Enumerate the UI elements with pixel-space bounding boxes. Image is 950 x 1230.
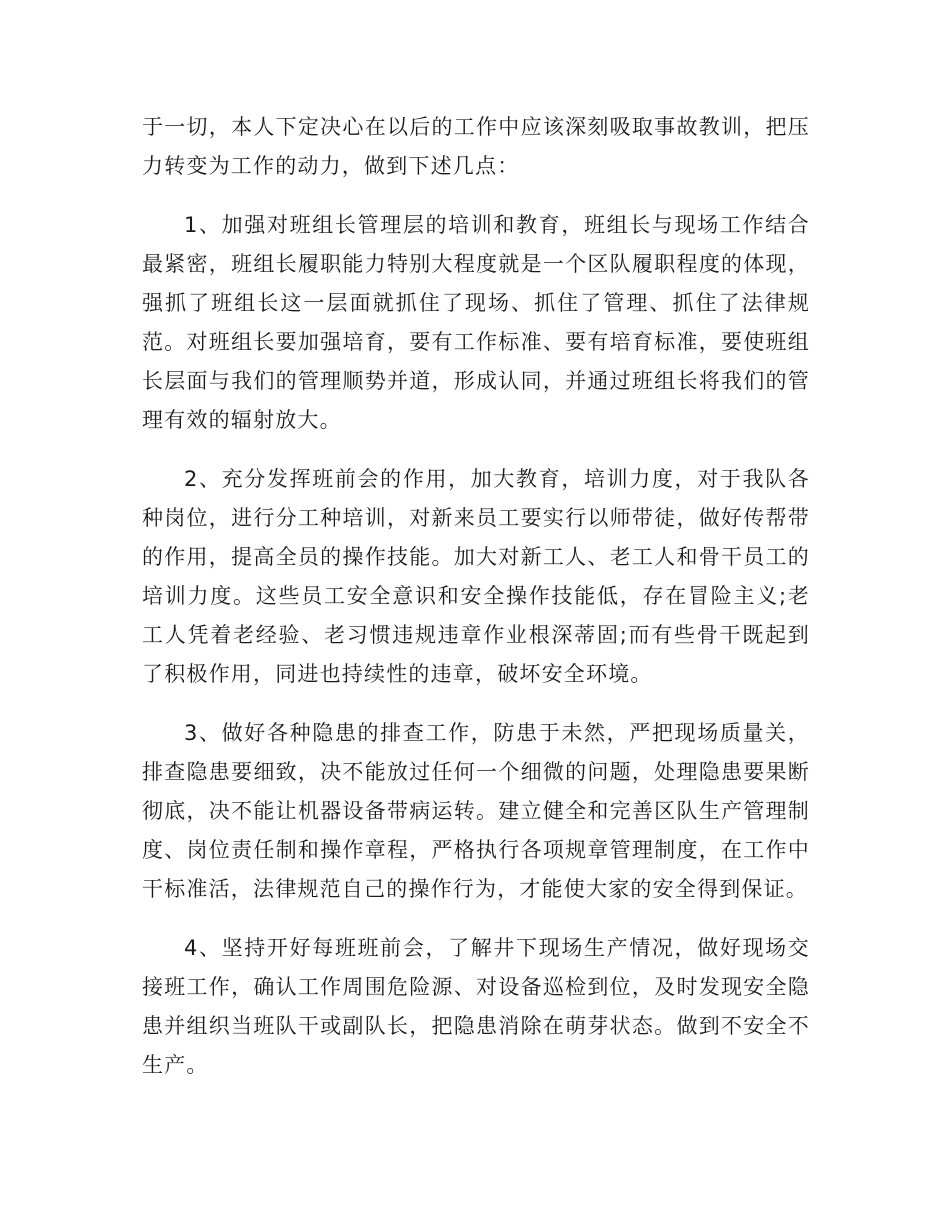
document-body [142,108,810,1105]
paragraph-intro: 于一切，本人下定决心在以后的工作中应该深刻吸取事故教训，把压力转变为工作的动力，做到下述几点： [142,115,810,178]
paragraph-item-1: 1、加强对班组长管理层的培训和教育，班组长与现场工作结合最紧密，班组长履职能力特别大程度就是一个区队履职程度的体现，强抓了班组长这一层面就抓住了现场、抓住了管理、抓住了法律规范。对班组长要加强培育，要有工作标准、要有培育标准，要使班组长层面与我们的管理顺势并道，形成认同，并通过班组长将我们的管理有效的辐射放大。 [142,213,810,432]
paragraph-item-4: 4、坚持开好每班班前会，了解井下现场生产情况，做好现场交接班工作，确认工作周围危险源、对设备巡检到位，及时发现安全隐患并组织当班队干或副队长，把隐患消除在萌芽状态。做到不安全不生产。 [142,936,810,1077]
paragraph-item-2: 2、充分发挥班前会的作用，加大教育，培训力度，对于我队各种岗位，进行分工种培训，对新来员工要实行以师带徒，做好传帮带的作用，提高全员的操作技能。加大对新工人、老工人和骨干员工的培训力度。这些员工安全意识和安全操作技能低，存在冒险主义;老工人凭着老经验、老习惯违规违章作业根深蒂固;而有些骨干既起到了积极作用，同进也持续性的违章，破坏安全环境。 [142,467,810,686]
paragraph-item-3: 3、做好各种隐患的排查工作，防患于未然，严把现场质量关，排查隐患要细致，决不能放过任何一个细微的问题，处理隐患要果断彻底，决不能让机器设备带病运转。建立健全和完善区队生产管理制度、岗位责任制和操作章程，严格执行各项规章管理制度，在工作中干标准活，法律规范自己的操作行为，才能使大家的安全得到保证。 [142,721,810,901]
